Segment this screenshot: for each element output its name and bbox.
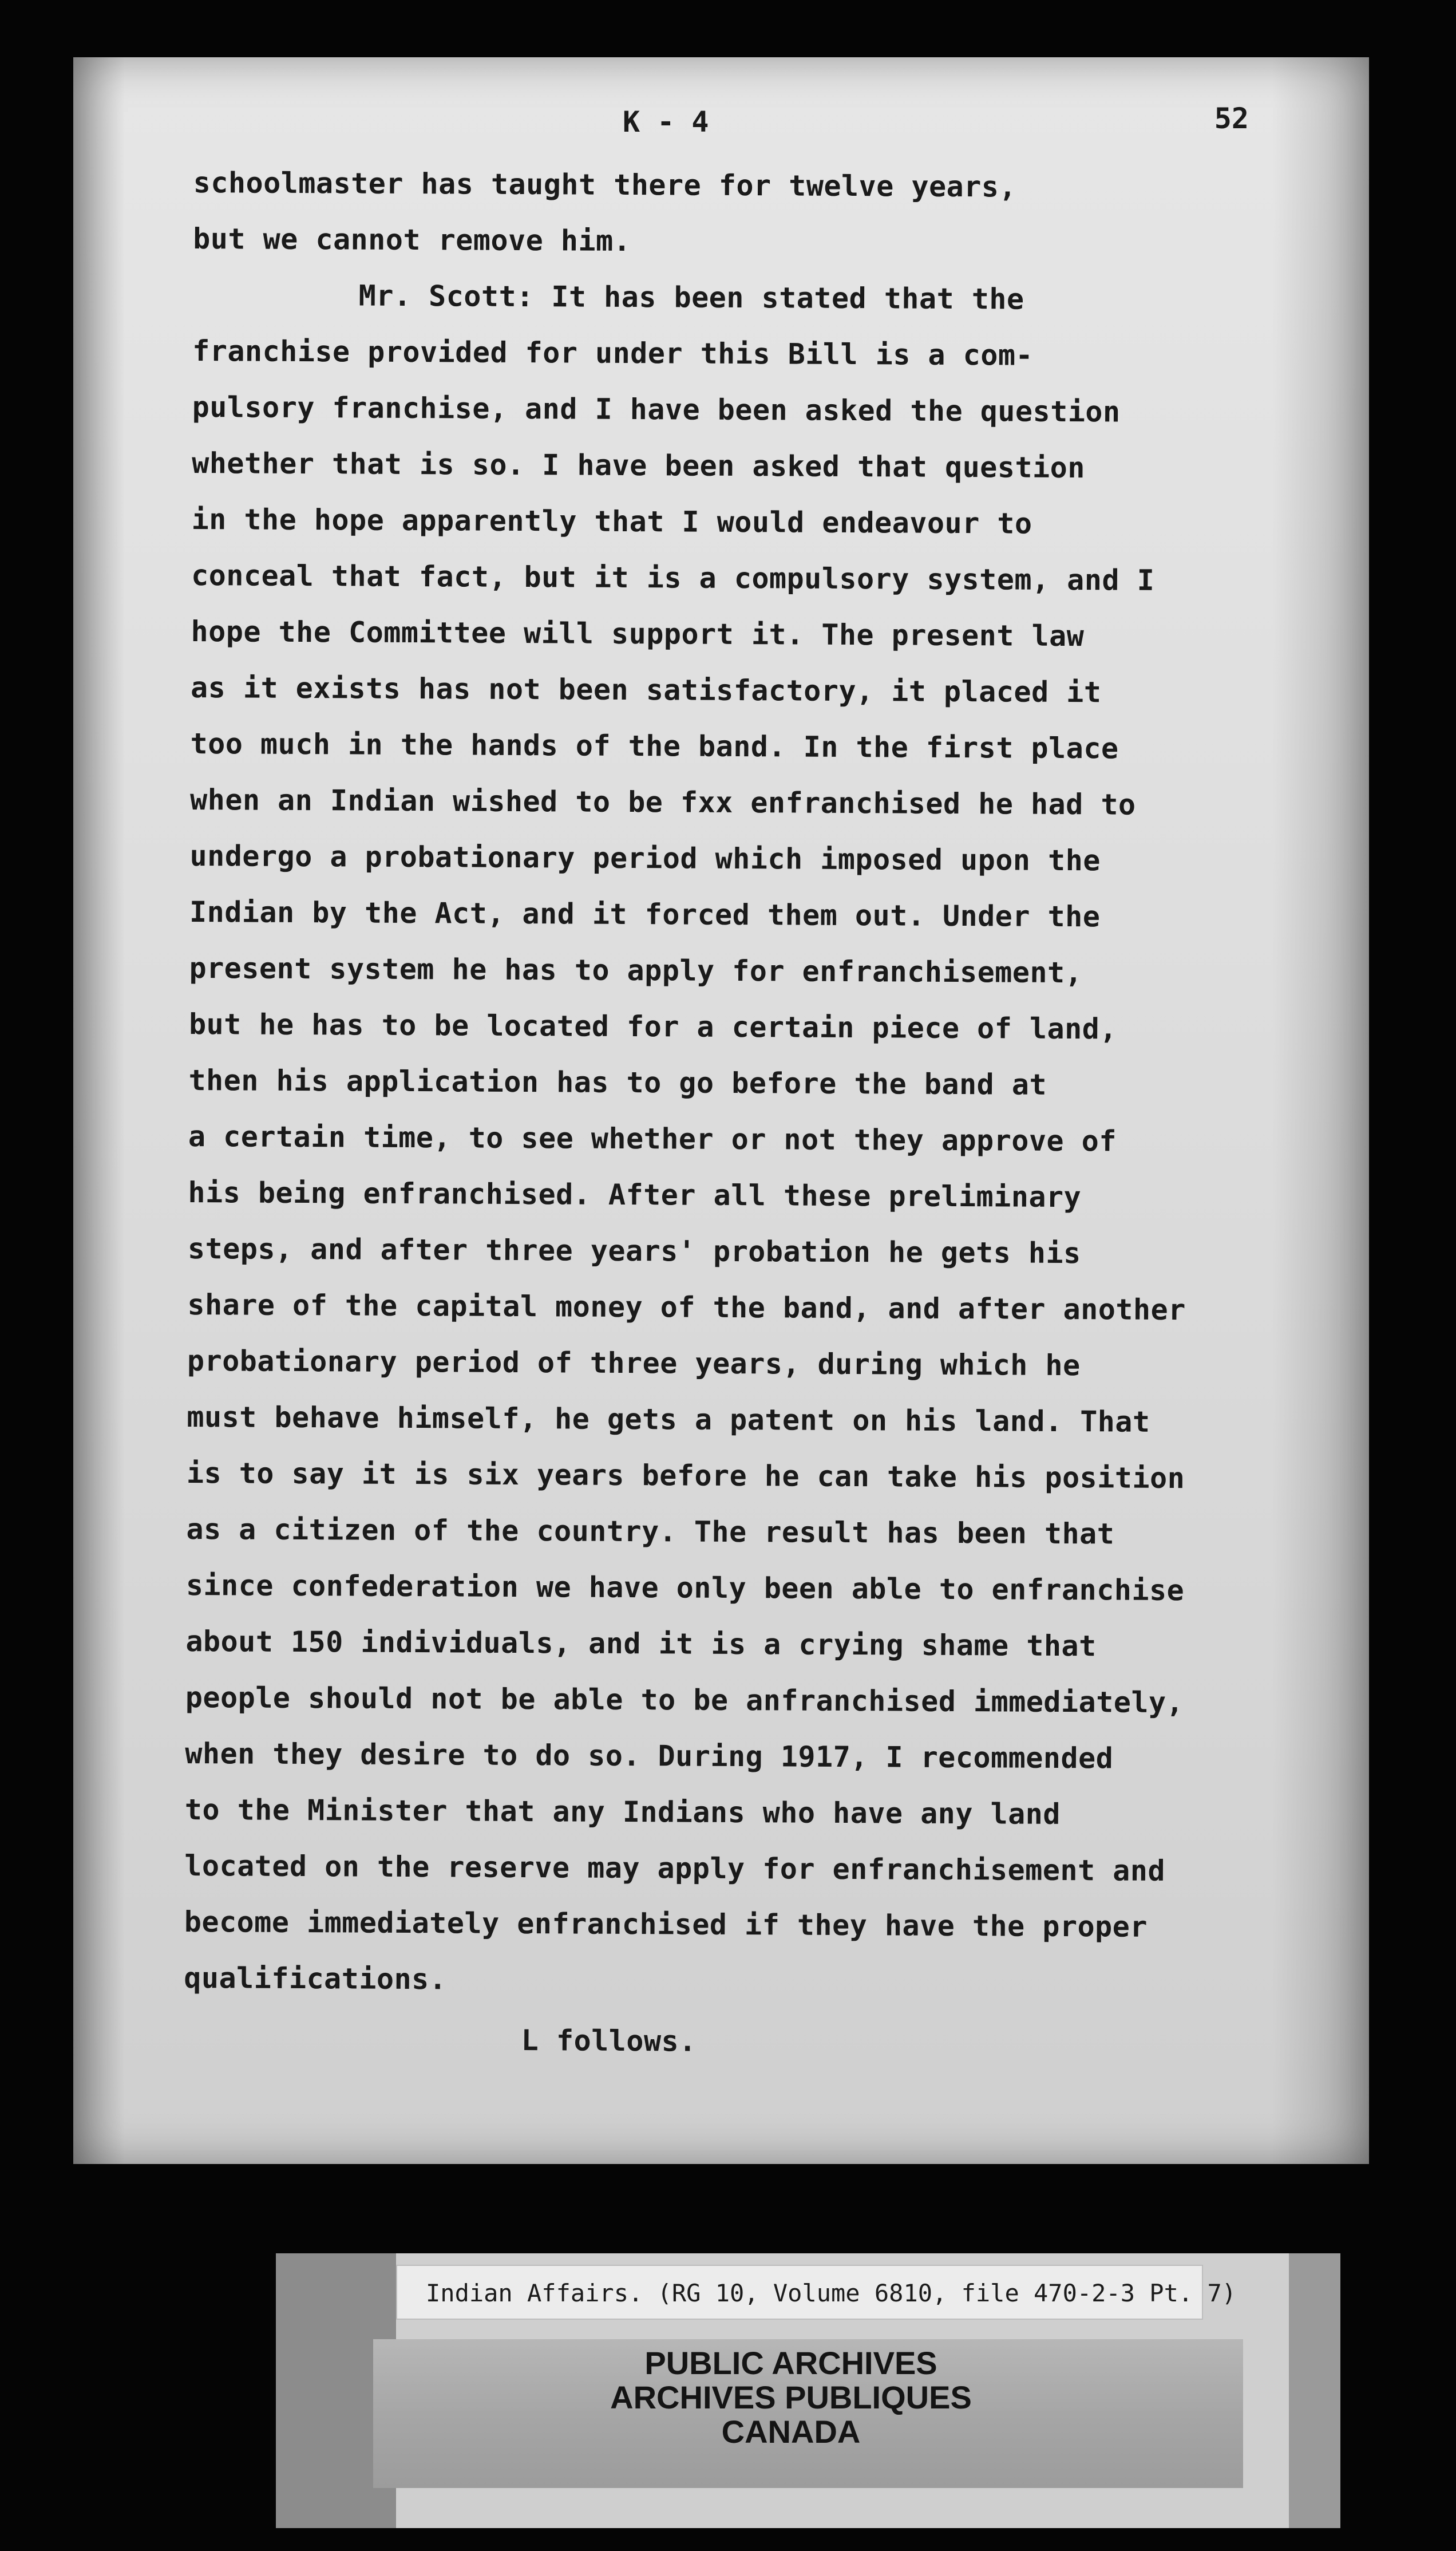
text-line: Mr. Scott: It has been stated that the [358, 279, 1024, 316]
text-line: located on the reserve may apply for enfranchisement and [184, 1849, 1166, 1887]
text-line: qualifications. [184, 1961, 447, 1996]
text-line: as a citizen of the country. The result has been that [186, 1512, 1115, 1551]
archive-label-strip [276, 2253, 1340, 2528]
text-line: hope the Committee will support it. The present law [191, 614, 1085, 653]
text-line: become immediately enfranchised if they have the proper [184, 1905, 1148, 1944]
text-line: share of the capital money of the band, and after another [187, 1288, 1186, 1327]
text-line: since confederation we have only been able to enfranchise [185, 1568, 1185, 1608]
archives-stamp [573, 2346, 1008, 2449]
text-line: to the Minister that any Indians who have any land [184, 1792, 1061, 1831]
text-line: then his application has to go before the band at [188, 1063, 1047, 1101]
text-line: franchise provided for under this Bill is a com- [192, 334, 1034, 372]
text-line: a certain time, to see whether or not they approve of [188, 1119, 1117, 1158]
text-line: Indian by the Act, and it forced them out. Under the [189, 895, 1101, 934]
text-line: must behave himself, he gets a patent on his land. That [187, 1400, 1150, 1439]
text-line: steps, and after three years' probation he gets his [187, 1231, 1081, 1270]
text-line: but he has to be located for a certain piece of land, [188, 1007, 1118, 1046]
text-line: when they desire to do so. During 1917, I recommended [185, 1736, 1114, 1775]
text-line: people should not be able to be anfranchised immediately, [185, 1680, 1184, 1720]
stamp-line: CANADA [721, 2414, 861, 2450]
text-line: as it exists has not been satisfactory, it placed it [190, 670, 1102, 709]
text-line: in the hope apparently that I would endeavour to [191, 502, 1032, 540]
text-line: undergo a probationary period which imposed upon the [189, 839, 1101, 878]
text-line: when an Indian wished to be fxx enfranchised he had to [189, 783, 1136, 822]
page-code: K - 4 [623, 105, 709, 139]
text-line: probationary period of three years, during which he [187, 1344, 1081, 1383]
archive-reference: Indian Affairs. (RG 10, Volume 6810, file 470-2-3 Pt. 7) [396, 2265, 1203, 2320]
document-page [73, 57, 1369, 2164]
text-line: present system he has to apply for enfranchisement, [189, 951, 1083, 990]
stamp-line: ARCHIVES PUBLIQUES [610, 2379, 972, 2415]
continuation-note: L follows. [521, 2024, 697, 2058]
text-line: whether that is so. I have been asked that question [192, 446, 1086, 485]
text-line: is to say it is six years before he can take his position [186, 1456, 1185, 1495]
page-number: 52 [1214, 102, 1249, 135]
text-line: conceal that fact, but it is a compulsory system, and I [191, 558, 1155, 597]
text-line: about 150 individuals, and it is a crying shame that [185, 1624, 1097, 1663]
typed-body-text [184, 155, 1258, 2072]
page-header [73, 102, 1369, 145]
strip-edge [1289, 2253, 1340, 2528]
text-line: pulsory franchise, and I have been asked the question [192, 390, 1121, 429]
text-line: too much in the hands of the band. In the first place [190, 726, 1119, 765]
stamp-line: PUBLIC ARCHIVES [644, 2345, 937, 2381]
text-line: his being enfranchised. After all these preliminary [188, 1175, 1082, 1214]
text-line: but we cannot remove him. [193, 222, 631, 258]
text-line: schoolmaster has taught there for twelve years, [193, 165, 1017, 204]
